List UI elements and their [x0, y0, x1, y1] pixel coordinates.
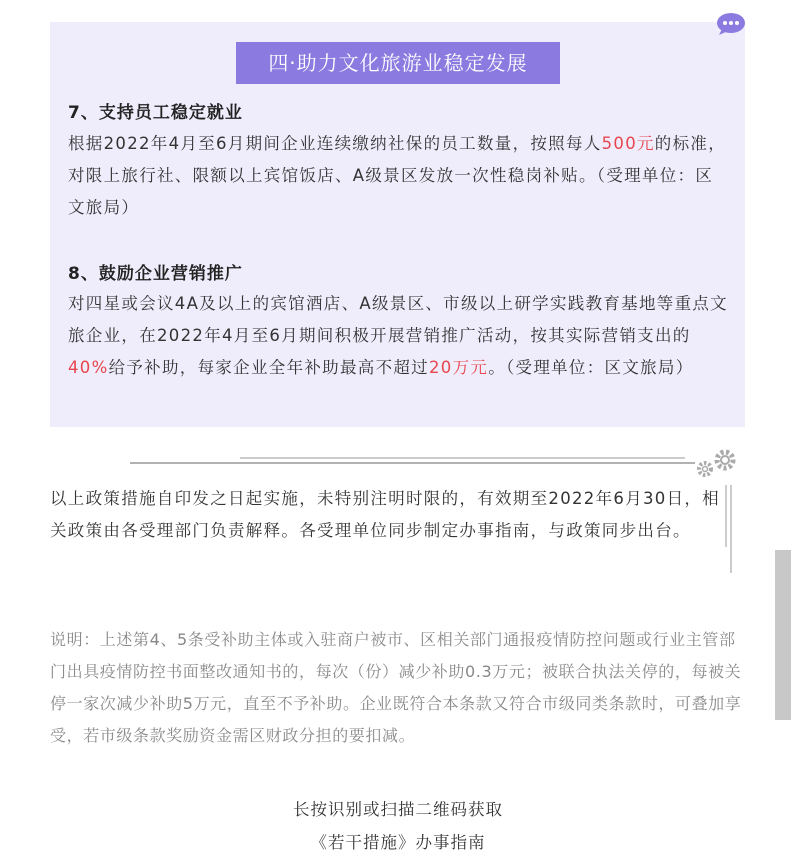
item-8-text: 对四星或会议4A及以上的宾馆酒店、A级景区、市级以上研学实践教育基地等重点文旅企业，在2022年4月至6月期间积极开展营销推广活动，按其实际营销支出的40%给予补助，每家企业全年补助最高不超过20万元。（受理单位：区文旅局） — [68, 294, 728, 377]
explanation-note: 说明：上述第4、5条受补助主体或入驻商户被市、区相关部门通报疫情防控问题或行业主管部门出具疫情防控书面整改通知书的，每次（份）减少补助0.3万元；被联合执法关停的，每被关停一家次减少补助5万元，直至不予补助。企业既符合本条款又符合市级同类条款时，可叠加享受，若市级条款奖励资金需区财政分担的要扣减。 — [50, 630, 742, 745]
chat-bubble-icon[interactable] — [716, 12, 746, 36]
section-title: 四·助力文化旅游业稳定发展 — [236, 42, 560, 84]
validity-notice: 以上政策措施自印发之日起实施，未特别注明时限的，有效期至2022年6月30日，相关政策由各受理部门负责解释。各受理单位同步制定办事指南，与政策同步出台。 — [50, 489, 720, 540]
percent-highlight: 40% — [68, 358, 109, 377]
item-8-heading: 8、鼓励企业营销推广 — [68, 264, 243, 284]
footer-guide-title: 《若干措施》办事指南 — [310, 833, 486, 852]
max-amount-highlight: 20万元 — [428, 358, 489, 377]
amount-highlight: 500元 — [601, 134, 655, 153]
item-7-text: 根据2022年4月至6月期间企业连续缴纳社保的员工数量，按照每人500元的标准，对限上旅行社、限额以上宾馆饭店、A级景区发放一次性稳岗补贴。（受理单位：区文旅局） — [68, 134, 726, 217]
scrollbar-thumb[interactable] — [775, 550, 791, 720]
footer-qr-instruction: 长按识别或扫描二维码获取 — [293, 800, 503, 819]
gears-icon — [699, 452, 733, 475]
item-7-heading: 7、支持员工稳定就业 — [68, 103, 243, 123]
